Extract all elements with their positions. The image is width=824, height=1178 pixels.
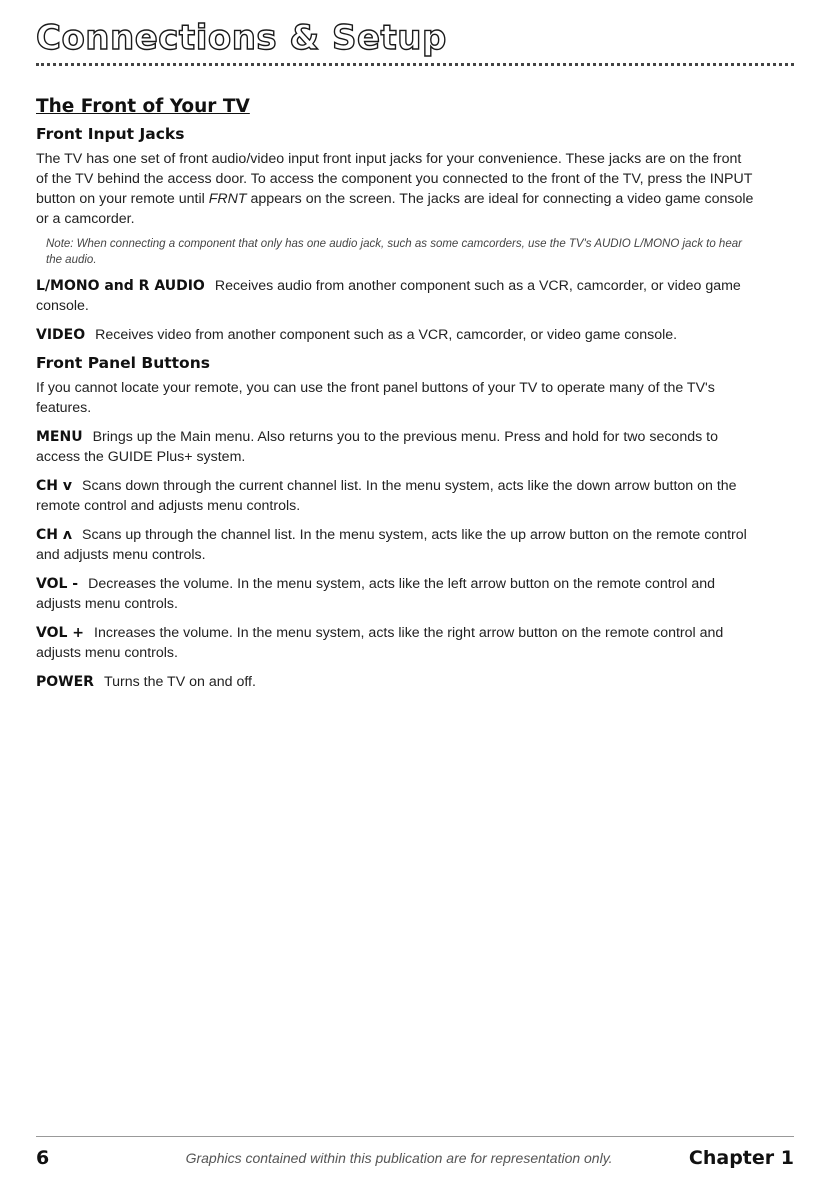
front-input-heading: Front Input Jacks [36, 125, 185, 143]
definition-item [36, 623, 756, 663]
definition-desc: Scans down through the current channel list. In the menu system, acts like the down arrow button on the remote control and adjusts menu controls. [36, 478, 737, 514]
paragraph-text: The TV has one set of front audio/video input front input jacks for your convenience. These jacks are on the front of the TV behind the access door. To access the component you connected to the front of the TV, press the INPUT button on your remote until [36, 151, 753, 207]
definition-desc: Receives video from another component such as a VCR, camcorder, or video game console. [95, 327, 678, 343]
definition-term: VIDEO [36, 327, 86, 343]
definition-item [36, 476, 756, 516]
definition-term: L/MONO and R AUDIO [36, 278, 205, 294]
definition-desc: Turns the TV on and off. [103, 674, 256, 690]
definition-item [36, 276, 756, 316]
paragraph-text: appears on the screen. The jacks are ideal for connecting a video game console or a camcorder. [36, 191, 754, 227]
page-header-title: Connections & Setup [36, 18, 447, 58]
section-title: The Front of Your TV [36, 96, 250, 117]
definition-term: VOL + [36, 625, 85, 641]
definition-desc: Scans up through the channel list. In the menu system, acts like the up arrow button on the remote control and adjusts menu controls. [36, 527, 747, 563]
definition-term: MENU [36, 429, 83, 445]
definition-item [36, 672, 756, 692]
front-input-note: Note: When connecting a component that only has one audio jack, such as some camcorders, use the TV's AUDIO L/MONO jack to hear the audio. [46, 238, 742, 266]
definition-term: POWER [36, 674, 94, 690]
definition-item [36, 574, 756, 614]
page-number: 6 [36, 1147, 50, 1169]
definition-term: CH ʌ [36, 527, 72, 543]
definition-term: VOL - [36, 576, 79, 592]
definition-item [36, 325, 756, 345]
page-content [36, 96, 756, 701]
definition-item [36, 525, 756, 565]
chapter-label: Chapter 1 [688, 1147, 794, 1169]
definition-desc: Increases the volume. In the menu system, acts like the right arrow button on the remote control and adjusts menu controls. [36, 625, 724, 661]
definition-desc: Receives audio from another component such as a VCR, camcorder, or video game console. [36, 278, 741, 314]
definition-item [36, 427, 756, 467]
footer-divider [36, 1136, 794, 1137]
front-input-paragraph [36, 149, 756, 229]
frnt-label: FRNT [208, 191, 247, 207]
definition-term: CH v [36, 478, 72, 494]
front-panel-intro: If you cannot locate your remote, you can use the front panel buttons of your TV to operate many of the TV's features. [36, 380, 715, 416]
definition-desc: Decreases the volume. In the menu system, acts like the left arrow button on the remote control and adjusts menu controls. [36, 576, 716, 612]
definition-desc: Brings up the Main menu. Also returns you to the previous menu. Press and hold for two seconds to access the GUIDE Plus+ system. [36, 429, 718, 465]
page-footer [36, 1144, 794, 1172]
footer-note: Graphics contained within this publication are for representation only. [185, 1150, 613, 1166]
front-panel-heading: Front Panel Buttons [36, 354, 210, 372]
header-divider [36, 63, 794, 66]
